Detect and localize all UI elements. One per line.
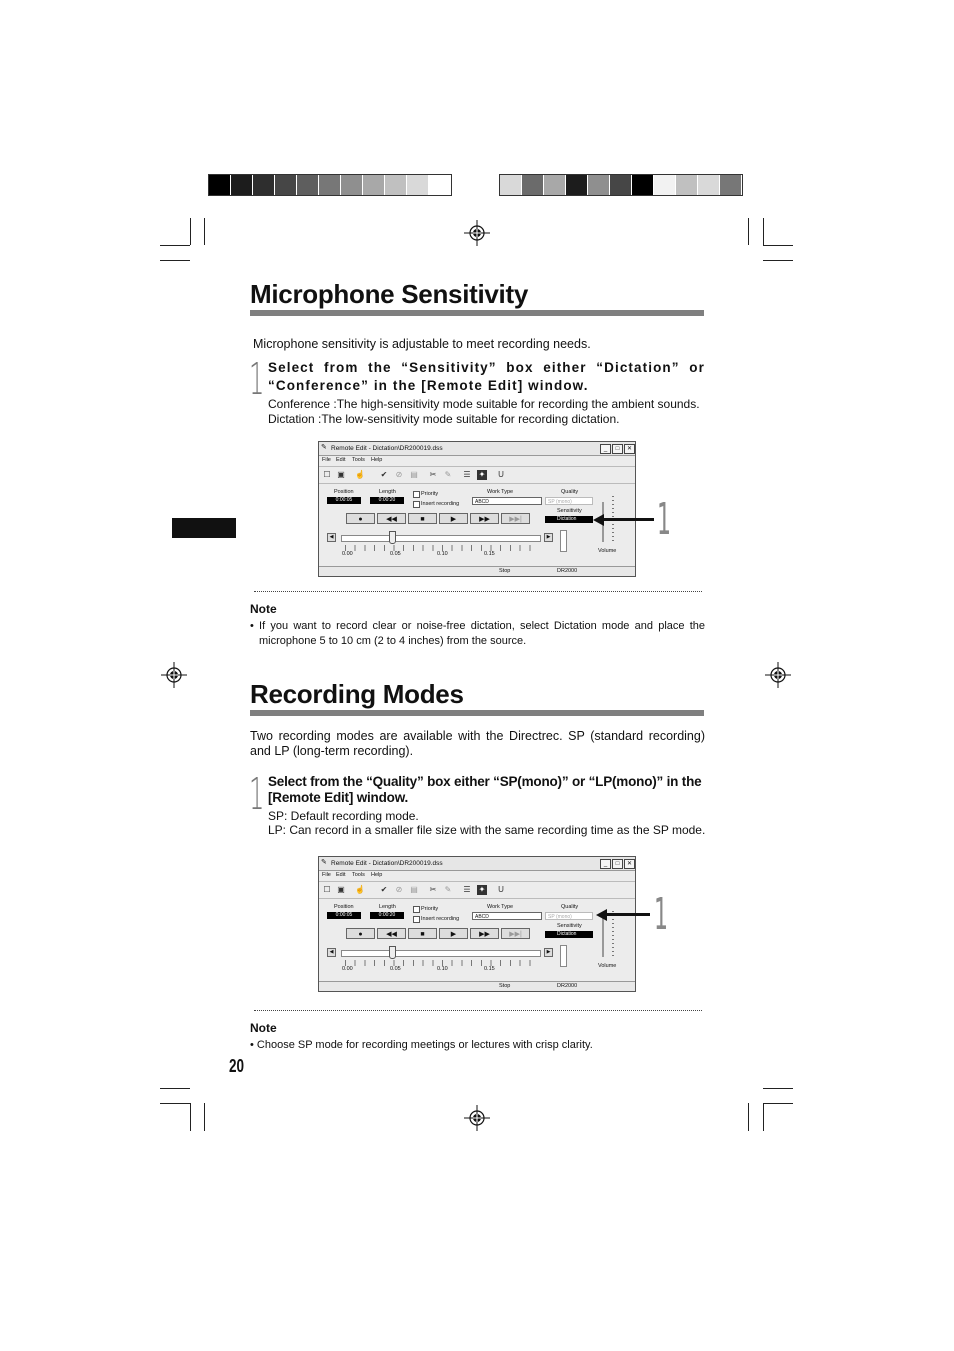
hand-icon[interactable]: ☝ [355, 470, 365, 479]
menu-help[interactable]: Help [371, 872, 383, 878]
page-number: 20 [229, 1056, 245, 1076]
properties-icon[interactable]: ☰ [463, 885, 471, 894]
status-device: DR2000 [557, 568, 578, 574]
menu-tools[interactable]: Tools [352, 872, 365, 878]
length-label: Length [379, 489, 396, 495]
callout-arrow-line [602, 518, 654, 521]
insert-recording-checkbox[interactable] [413, 916, 420, 923]
tick-label: 0.10 [437, 551, 448, 557]
menu-edit[interactable]: Edit [336, 872, 346, 878]
registration-target-icon [161, 662, 187, 688]
minimize-button[interactable]: _ [600, 444, 611, 454]
chapter-tab [172, 518, 236, 538]
length-value: 0:00:20 [370, 497, 404, 504]
app-icon: ✎ [321, 444, 327, 451]
hand-icon[interactable]: ☝ [355, 885, 365, 894]
worktype-select[interactable]: ABCD [472, 912, 542, 920]
step-detail-lp: LP: Can record in a smaller file size with the same recording time as the SP mode. [268, 823, 706, 837]
scroll-left-icon[interactable]: ◀ [327, 948, 336, 957]
step-number: 1 [249, 354, 265, 405]
sensitivity-label: Sensitivity [557, 923, 582, 929]
volume-label: Volume [598, 963, 617, 969]
magnet-icon[interactable]: U [498, 470, 504, 479]
tick-label: 0.05 [390, 966, 401, 972]
scroll-right-icon[interactable]: ▶ [544, 533, 553, 542]
play-button[interactable]: ▶ [439, 513, 468, 524]
note-title: Note [250, 1021, 277, 1035]
cut-icon[interactable]: ✂ [429, 470, 437, 479]
color-swatch [341, 175, 363, 195]
crop-mark [763, 245, 793, 246]
position-value: 0:00:05 [327, 912, 361, 919]
quality-select[interactable]: SP (mono) [545, 497, 593, 505]
position-slider[interactable] [341, 950, 541, 957]
registration-target-icon [765, 662, 791, 688]
color-swatch [385, 175, 407, 195]
microphone-icon[interactable]: ✦ [478, 885, 486, 894]
scroll-left-icon[interactable]: ◀ [327, 533, 336, 542]
minimize-button[interactable]: _ [600, 859, 611, 869]
volume-label: Volume [598, 548, 617, 554]
new-icon[interactable]: ☐ [323, 470, 331, 479]
color-swatch [231, 175, 253, 195]
insert-recording-label: Insert recording [421, 501, 460, 507]
crop-mark [763, 1103, 793, 1104]
sensitivity-select[interactable]: Dictation [545, 516, 593, 523]
stop-button[interactable]: ■ [408, 513, 437, 524]
tick-label: 0.00 [342, 966, 353, 972]
priority-checkbox[interactable] [413, 491, 420, 498]
crop-mark [160, 1103, 190, 1104]
title-rule [250, 710, 704, 716]
color-swatch [588, 175, 610, 195]
step-instruction: Select from the “Sensitivity” box either “Dictation” or “Conference” in the [Remote Edit] window. [268, 360, 705, 393]
callout-number: 1 [654, 889, 668, 940]
status-state: Stop [499, 568, 511, 574]
status-state: Stop [499, 983, 511, 989]
color-swatch [209, 175, 231, 195]
book-icon[interactable]: ▤ [410, 470, 418, 479]
tick-label: 0.10 [437, 966, 448, 972]
step-detail-dictation: Dictation :The low-sensitivity mode suitable for recording dictation. [268, 412, 620, 426]
color-swatch [676, 175, 698, 195]
tick-label: 0.15 [484, 551, 495, 557]
tick-label: 0.05 [390, 551, 401, 557]
dotted-divider [254, 1010, 702, 1011]
fast-forward-button[interactable]: ▶▶ [470, 513, 499, 524]
color-swatch [297, 175, 319, 195]
toolbar [319, 881, 635, 899]
edit-icon[interactable]: ✎ [444, 470, 452, 479]
step-detail-sp: SP: Default recording mode. [268, 809, 419, 823]
menu-bar [319, 871, 635, 880]
stop-button[interactable]: ■ [408, 928, 437, 939]
crop-mark [748, 1103, 749, 1131]
section-intro: Two recording modes are available with the Directrec. SP (standard recording) and LP (long-term recording). [250, 729, 705, 758]
quality-select[interactable]: SP (mono) [545, 912, 593, 920]
magnet-icon[interactable]: U [498, 885, 504, 894]
volume-ticks [612, 911, 614, 959]
window-titlebar [319, 857, 635, 871]
maximize-button[interactable]: □ [612, 859, 623, 869]
color-swatch [720, 175, 742, 195]
crop-mark [160, 1088, 190, 1089]
position-label: Position [334, 489, 354, 495]
fast-forward-button[interactable]: ▶▶ [470, 928, 499, 939]
rewind-button[interactable]: ◀◀ [377, 928, 406, 939]
window-titlebar [319, 442, 635, 456]
crop-mark [763, 260, 793, 261]
color-swatch [500, 175, 522, 195]
tick-label: 0.15 [484, 966, 495, 972]
microphone-icon[interactable]: ✦ [478, 470, 486, 479]
close-button[interactable]: ✕ [624, 859, 635, 869]
window-title: Remote Edit - Dictation\DR200019.dss [331, 860, 443, 867]
callout-number: 1 [657, 494, 671, 545]
edit-icon[interactable]: ✎ [444, 885, 452, 894]
menu-file[interactable]: File [322, 872, 331, 878]
position-label: Position [334, 904, 354, 910]
color-swatch [522, 175, 544, 195]
crop-mark [748, 218, 749, 245]
check-icon[interactable]: ✔ [380, 885, 388, 894]
menu-help[interactable]: Help [371, 457, 383, 463]
position-value: 0:00:05 [327, 497, 361, 504]
worktype-label: Work Type [487, 489, 514, 495]
menu-tools[interactable]: Tools [352, 457, 365, 463]
color-swatch [566, 175, 588, 195]
record-button[interactable]: ● [346, 513, 375, 524]
position-slider[interactable] [341, 535, 541, 542]
window-title: Remote Edit - Dictation\DR200019.dss [331, 445, 443, 452]
end-button[interactable]: ▶▶| [501, 928, 530, 939]
remote-edit-window [318, 441, 636, 577]
color-bar-left [208, 174, 452, 196]
new-icon[interactable]: ☐ [323, 885, 331, 894]
note-title: Note [250, 602, 277, 616]
cut-icon[interactable]: ✂ [429, 885, 437, 894]
color-swatch [544, 175, 566, 195]
title-rule [250, 310, 704, 316]
crop-mark [204, 218, 205, 245]
quality-label: Quality [561, 904, 579, 910]
section-title-microphone-sensitivity: Microphone Sensitivity [250, 279, 529, 309]
color-swatch [363, 175, 385, 195]
note-text: • If you want to record clear or noise-free dictation, select Dictation mode and place the microphone 5 to 10 cm (2 to 4 inches) from the source. [250, 620, 705, 647]
dotted-divider [254, 591, 702, 592]
registration-target-icon [464, 1105, 490, 1131]
check-icon[interactable]: ✔ [380, 470, 388, 479]
color-swatch [632, 175, 654, 195]
save-icon[interactable]: ▣ [337, 885, 345, 894]
toolbar [319, 466, 635, 484]
app-icon: ✎ [321, 859, 327, 866]
rewind-button[interactable]: ◀◀ [377, 513, 406, 524]
level-meter [560, 530, 567, 552]
close-button[interactable]: ✕ [624, 444, 635, 454]
color-swatch [407, 175, 429, 195]
save-icon[interactable]: ▣ [337, 470, 345, 479]
crop-mark [190, 1103, 191, 1131]
crop-mark [160, 260, 190, 261]
priority-checkbox[interactable] [413, 906, 420, 913]
worktype-label: Work Type [487, 904, 514, 910]
color-swatch [253, 175, 275, 195]
worktype-select[interactable]: ABCD [472, 497, 542, 505]
status-bar [319, 981, 635, 991]
properties-icon[interactable]: ☰ [463, 470, 471, 479]
color-swatch [698, 175, 720, 195]
slider-handle[interactable] [389, 946, 396, 959]
crop-mark [763, 1088, 793, 1089]
status-device: DR2000 [557, 983, 578, 989]
remote-edit-window [318, 856, 636, 992]
color-swatch [429, 175, 451, 195]
status-bar [319, 566, 635, 576]
note-text: • Choose SP mode for recording meetings or lectures with crisp clarity. [250, 1039, 593, 1051]
cancel-icon[interactable]: ⊘ [395, 470, 403, 479]
maximize-button[interactable]: □ [612, 444, 623, 454]
color-swatch [654, 175, 676, 195]
insert-recording-checkbox[interactable] [413, 501, 420, 508]
quality-label: Quality [561, 489, 579, 495]
crop-mark [190, 218, 191, 245]
step-number: 1 [249, 769, 265, 820]
record-button[interactable]: ● [346, 928, 375, 939]
priority-label: Priority [421, 906, 439, 912]
registration-target-icon [464, 220, 490, 246]
color-swatch [319, 175, 341, 195]
crop-mark [204, 1103, 205, 1131]
slider-handle[interactable] [389, 531, 396, 544]
section-title-recording-modes: Recording Modes [250, 679, 464, 709]
scroll-right-icon[interactable]: ▶ [544, 948, 553, 957]
insert-recording-label: Insert recording [421, 916, 460, 922]
section-intro: Microphone sensitivity is adjustable to meet recording needs. [253, 337, 591, 351]
sensitivity-select[interactable]: Dictation [545, 931, 593, 938]
tick-label: 0.00 [342, 551, 353, 557]
menu-bar [319, 456, 635, 465]
color-swatch [275, 175, 297, 195]
menu-edit[interactable]: Edit [336, 457, 346, 463]
end-button[interactable]: ▶▶| [501, 513, 530, 524]
color-bar-right [499, 174, 743, 196]
book-icon[interactable]: ▤ [410, 885, 418, 894]
sensitivity-label: Sensitivity [557, 508, 582, 514]
step-detail-conference: Conference :The high-sensitivity mode suitable for recording the ambient sounds. [268, 397, 700, 411]
length-value: 0:00:20 [370, 912, 404, 919]
play-button[interactable]: ▶ [439, 928, 468, 939]
length-label: Length [379, 904, 396, 910]
level-meter [560, 945, 567, 967]
color-swatch [610, 175, 632, 195]
priority-label: Priority [421, 491, 439, 497]
cancel-icon[interactable]: ⊘ [395, 885, 403, 894]
volume-slider[interactable] [602, 917, 604, 957]
crop-mark [763, 1103, 764, 1131]
step-instruction: Select from the “Quality” box either “SP(mono)” or “LP(mono)” in the [Remote Edit] window. [268, 774, 702, 805]
crop-mark [763, 218, 764, 245]
menu-file[interactable]: File [322, 457, 331, 463]
callout-arrow-line [605, 913, 650, 916]
crop-mark [160, 245, 190, 246]
